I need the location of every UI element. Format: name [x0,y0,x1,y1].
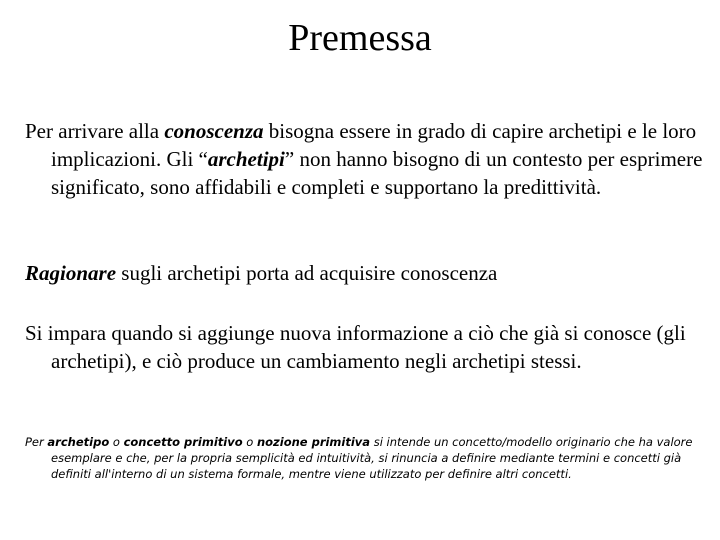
footnote-definition [25,434,695,482]
text-run: si intende un concetto/modello originario che ha valore esemplare e che, per la propria semplicità ed intuitività, si rinuncia a definire mediante termini e concetti già definiti all'interno di un sistema formale, mentre viene utilizzato per definire altri concetti. [51,435,693,481]
term-archetipo: archetipo [47,435,110,449]
slide-title: Premessa [288,17,432,59]
term-nozione-primitiva: nozione primitiva [256,435,371,449]
paragraph-ragionare [25,259,705,287]
text-run: Per [25,435,48,449]
text-run: sugli archetipi porta ad acquisire conoscenza [116,261,498,285]
paragraph-conoscenza [25,117,705,201]
text-run: o [109,435,124,449]
text-run: ” non hanno bisogno di un contesto per esprimere significato, sono affidabili e completi e supportano la predittività. [51,147,703,199]
paragraph-si-impara: Si impara quando si aggiunge nuova informazione a ciò che già si conosce (gli archetipi), e ciò produce un cambiamento negli archetipi stessi. [25,321,686,373]
text-run: Per arrivare alla [25,119,165,143]
text-run: bisogna essere in grado di capire archetipi e le loro implicazioni. Gli “ [51,119,697,171]
emphasis-conoscenza: conoscenza [164,119,264,143]
emphasis-ragionare: Ragionare [25,261,117,285]
emphasis-archetipi: archetipi [207,147,285,171]
text-run: o [242,435,257,449]
term-concetto-primitivo: concetto primitivo [123,435,243,449]
